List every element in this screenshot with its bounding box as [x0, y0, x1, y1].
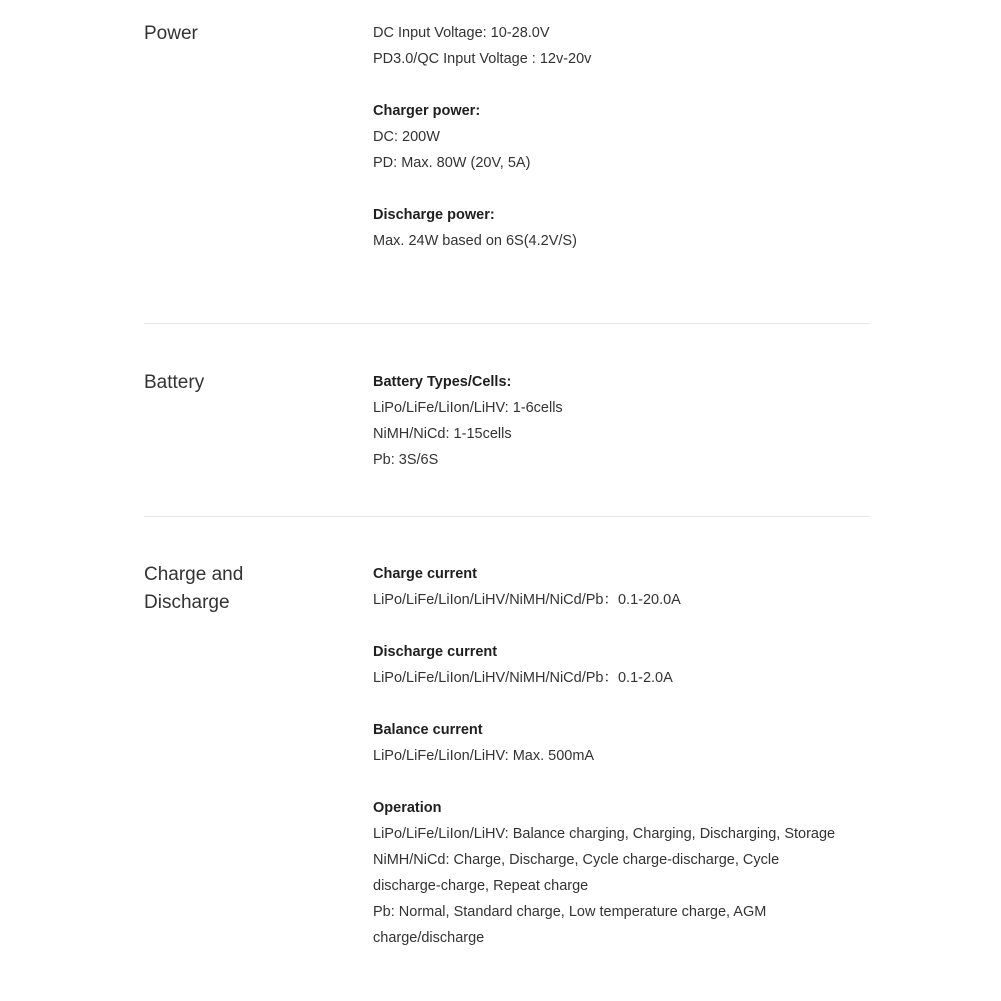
discharge-current-heading: Discharge current — [373, 644, 498, 660]
balance-current-heading: Balance current — [373, 722, 483, 738]
charge-discharge-section-title — [144, 561, 344, 617]
balance-current-value: LiPo/LiFe/LiIon/LiHV: Max. 500mA — [373, 748, 595, 764]
charger-power-heading: Charger power: — [373, 103, 481, 119]
charge-discharge-specs — [373, 561, 873, 951]
discharge-power-value: Max. 24W based on 6S(4.2V/S) — [373, 233, 577, 249]
divider — [144, 516, 869, 517]
operation-line: NiMH/NiCd: Charge, Discharge, Cycle charge-discharge, Cycle — [373, 852, 780, 868]
pd-input-voltage: PD3.0/QC Input Voltage : 12v-20v — [373, 51, 592, 67]
divider — [144, 323, 869, 324]
operation-heading: Operation — [373, 800, 442, 816]
charge-current-value: LiPo/LiFe/LiIon/LiHV/NiMH/NiCd/Pb：0.1-20.0A — [373, 592, 681, 608]
power-specs — [373, 20, 873, 254]
operation-line: charge/discharge — [373, 930, 485, 946]
operation-line: Pb: Normal, Standard charge, Low temperature charge, AGM — [373, 904, 767, 920]
battery-types-heading: Battery Types/Cells: — [373, 374, 512, 390]
discharge-current-value: LiPo/LiFe/LiIon/LiHV/NiMH/NiCd/Pb：0.1-2.0A — [373, 670, 673, 686]
power-section-title: Power — [144, 23, 198, 44]
charge-discharge-title-line1: Charge and — [144, 564, 244, 585]
battery-section-title: Battery — [144, 372, 205, 393]
pd-charger-power: PD: Max. 80W (20V, 5A) — [373, 155, 531, 171]
battery-specs — [373, 369, 873, 473]
charge-discharge-title-line2: Discharge — [144, 592, 230, 613]
operation-line: LiPo/LiFe/LiIon/LiHV: Balance charging, Charging, Discharging, Storage — [373, 826, 836, 842]
nimh-cells: NiMH/NiCd: 1-15cells — [373, 426, 512, 442]
charge-current-heading: Charge current — [373, 566, 477, 582]
discharge-power-heading: Discharge power: — [373, 207, 495, 223]
lipo-cells: LiPo/LiFe/LiIon/LiHV: 1-6cells — [373, 400, 563, 416]
dc-charger-power: DC: 200W — [373, 129, 440, 145]
dc-input-voltage: DC Input Voltage: 10-28.0V — [373, 25, 550, 41]
operation-line: discharge-charge, Repeat charge — [373, 878, 589, 894]
pb-cells: Pb: 3S/6S — [373, 452, 439, 468]
